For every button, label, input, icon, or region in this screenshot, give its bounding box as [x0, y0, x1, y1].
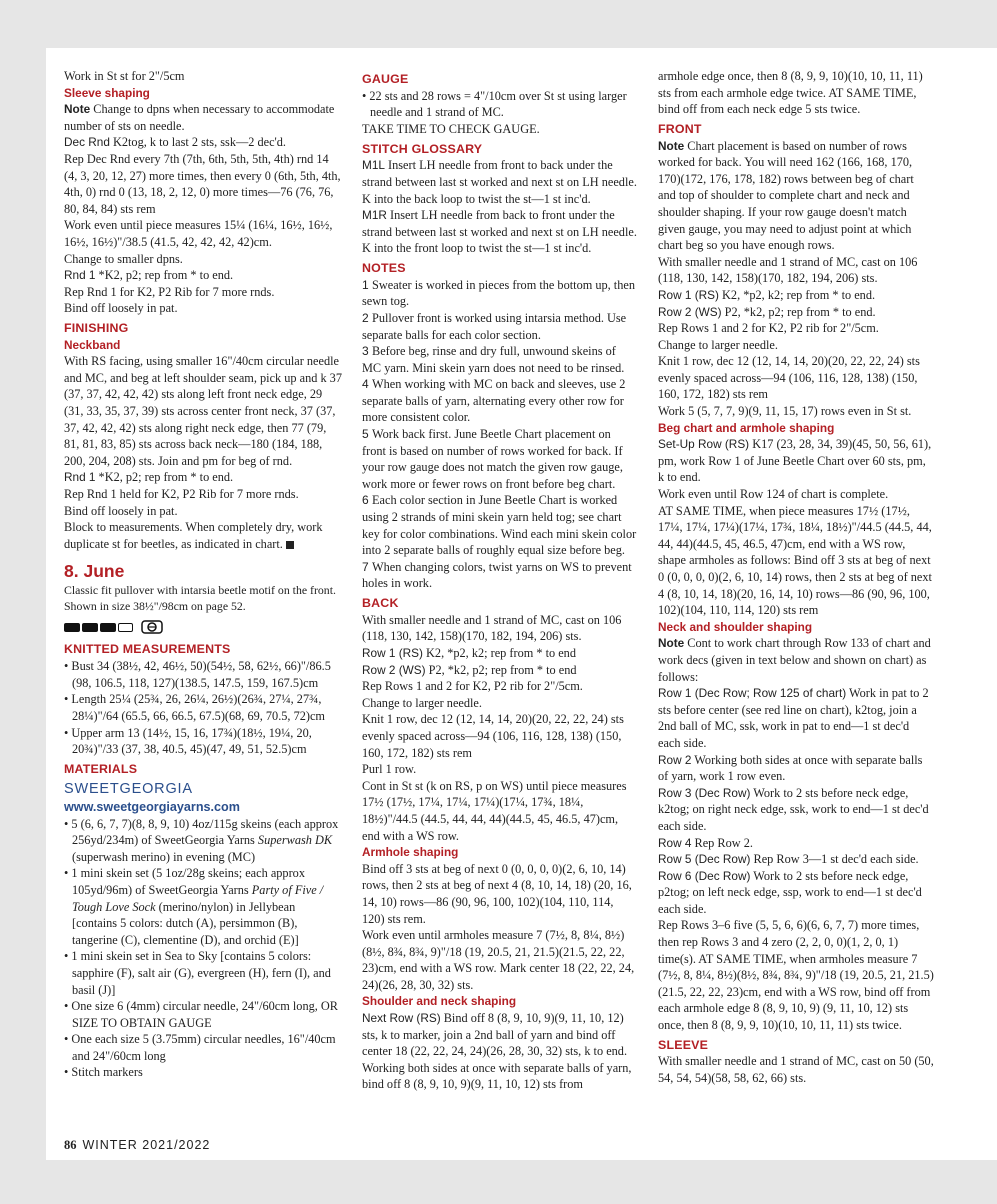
- sleeve-shaping-heading: Sleeve shaping: [64, 85, 150, 100]
- block-paragraph: [64, 519, 343, 552]
- materials-heading: MATERIALS: [64, 761, 138, 776]
- next-row-label: Next Row (RS): [362, 1011, 441, 1026]
- gauge-check-text: TAKE TIME TO CHECK GAUGE.: [362, 121, 540, 136]
- setup-row-text: K17 (23, 28, 34, 39)(45, 50, 56, 61), pm, work Row 1 of June Beetle Chart over 60 sts, pm, k to end.: [658, 437, 932, 485]
- work-even-text: Work even until piece measures 15¼ (16¼, 16½, 16½, 16½, 16½)"/38.5 (41.5, 42, 42, 42, 42)cm.: [64, 218, 333, 249]
- back-cont-st: Cont in St st (k on RS, p on WS) until piece measures 17½ (17½, 17¼, 17¼, 17¼)(17¼, 17¾, 18¼, 18½)"/44.5 (44.5, 44, 44, 44)(44.5, 45, 46.5, 47)cm, end with a WS row.: [362, 778, 627, 843]
- material-1-yarn-name: Superwash DK: [257, 833, 333, 848]
- page-footer: [64, 1138, 210, 1153]
- material-2-text: • 1 mini skein set (5 1oz/28g skeins; each approx 105yd/96m) of SweetGeorgia Yarns: [64, 866, 305, 897]
- column-3: [658, 68, 934, 1087]
- dec-rnd-text: K2tog, k to last 2 sts, ssk—2 dec'd.: [109, 135, 286, 150]
- issue-label: WINTER 2021/2022: [82, 1138, 211, 1152]
- m1l-label: M1L: [362, 158, 385, 173]
- back-row1-text: K2, *p2, k2; rep from * to end: [422, 646, 576, 660]
- rnd1b-text: *K2, p2; rep from * to end.: [95, 470, 234, 485]
- brand-url-link[interactable]: www.sweetgeorgiayarns.com: [64, 799, 240, 814]
- front-work5: Work 5 (5, 7, 7, 9)(9, 11, 15, 17) rows even in St st.: [658, 404, 912, 419]
- note-5-number: 5: [362, 427, 373, 442]
- m1r-text: Insert LH needle from back to front under the strand between last st worked and next st on LH needle. K into the front loop to twist the st—1 st inc'd.: [362, 208, 637, 256]
- sleeve-heading: SLEEVE: [658, 1037, 709, 1052]
- rep-rows-3-6: Rep Rows 3–6 five (5, 5, 6, 6)(6, 6, 7, 7) more times, then rep Rows 3 and 4 zero (2, 2, 0, 0)(1, 2, 0, 1) time(s). AT SAME TIME, when armholes measure 7 (7½, 8, 8¼, 8½)(8½, 8¾, 8¾, 9)"/18 (19, 20.5, 21, 21.5)(21.5, 22, 22, 23)cm, end with a WS row, bind off from each armhole edge 8 (8, 9, 10, 9) (9, 11, 10, 12) sts once, then 8 (8, 9, 9, 10)(10, 10, 11, 11) sts twice.: [658, 918, 934, 1033]
- m1l-paragraph: [362, 157, 637, 207]
- back-row1: [362, 645, 637, 662]
- front-knit1: Knit 1 row, dec 12 (12, 14, 14, 20)(20, 22, 22, 24) sts evenly spaced across—94 (106, 116, 128, 138) (150, 160, 172, 182) sts rem: [658, 354, 920, 402]
- sleeve-cast-on: With smaller needle and 1 strand of MC, cast on 50 (50, 54, 54, 54)(58, 58, 62, 66) sts.: [658, 1054, 934, 1086]
- note-1: [362, 277, 637, 310]
- rnd1-label: Rnd 1: [64, 268, 96, 283]
- setup-row-label: Set-Up Row (RS): [658, 437, 750, 452]
- top-line: Work in St st for 2"/5cm: [64, 69, 185, 83]
- bind-off-text: Bind off loosely in pat.: [64, 301, 178, 316]
- same-time-text: AT SAME TIME, when piece measures 17½ (17½, 17¼, 17¼, 17¼)(17¼, 17¾, 18¼, 18½)"/44.5 (44.5, 44, 44, 44)(44.5, 45, 46.5, 47)cm, end with a WS row, shape armholes as follows: Bind off 3 sts at beg of next 0 (0, 0, 0, 0)(2, 6, 10, 14) rows, then 2 sts at beg of next 4 (8, 10, 14, 18)(20, 16, 14, 10) rows—86 (90, 96, 100, 102)(104, 110, 114, 120) sts rem: [658, 503, 932, 618]
- back-purl1: Purl 1 row.: [362, 762, 417, 777]
- rnd1b-label: Rnd 1: [64, 470, 96, 485]
- skill-bar-filled: [82, 623, 98, 632]
- note-5: [362, 426, 637, 492]
- neck-note: [658, 635, 934, 685]
- neck-row1-text: Work in pat to 2 sts before center (see red line on chart), k2tog, join a 2nd ball of MC, ssk, work in pat to end—1 st dec'd each side.: [658, 686, 929, 750]
- material-2-yarn-name: Party of Five / Tough Love Sock: [72, 882, 324, 914]
- skill-bar-filled: [100, 623, 116, 632]
- dec-rnd-paragraph: [64, 134, 343, 151]
- neck-row1-label: Row 1 (Dec Row; Row 125 of chart): [658, 686, 847, 701]
- note-2: [362, 310, 637, 343]
- note-7-text: When changing colors, twist yarns on WS to prevent holes in work.: [362, 559, 632, 591]
- rnd1b-paragraph: [64, 469, 343, 486]
- material-yarn-mc: [64, 816, 343, 866]
- back-row2: [362, 662, 637, 679]
- column-1: [64, 68, 343, 1081]
- next-row-paragraph: [362, 1010, 637, 1093]
- note-6-number: 6: [362, 493, 373, 508]
- neck-row6: [658, 868, 934, 918]
- armhole-shaping-heading: Armhole shaping: [362, 845, 459, 860]
- page-number: 86: [64, 1138, 77, 1152]
- neckband-text: With RS facing, using smaller 16"/40cm circular needle and MC, and beg at left shoulder seam, pick up and k 37 (37, 37, 42, 42, 42) sts along left front neck edge, 29 (31, 33, 35, 37, 39) sts across center front neck, 37 (37, 37, 42, 42, 42) sts along right neck edge, then 77 (79, 81, 81, 83, 85) sts across back neck—180 (184, 188, 200, 204, 208) sts. Join and pm for beg of rnd.: [64, 354, 342, 468]
- shoulder-neck-heading: Shoulder and neck shaping: [362, 994, 517, 1009]
- stitch-glossary-heading: STITCH GLOSSARY: [362, 141, 483, 156]
- rep-rnd1b-text: Rep Rnd 1 held for K2, P2 Rib for 7 more rnds.: [64, 487, 299, 502]
- material-mini-skein-2: • 1 mini skein set in Sea to Sky [contains 5 colors: sapphire (F), salt air (G), evergreen (H), fern (I), and basil (J)]: [64, 949, 331, 997]
- skill-bars-icon: [64, 623, 133, 632]
- front-row2-text: P2, *k2, p2; rep from * to end.: [721, 304, 876, 319]
- neck-row3-label: Row 3 (Dec Row): [658, 785, 751, 800]
- note-3: [362, 343, 637, 376]
- note-6-text: Each color section in June Beetle Chart is worked using 2 strands of mini skein yarn held tog; see chart key for color combinations. Wind each mini skein color into 2 separate balls of roughly equal size before beg.: [362, 493, 637, 558]
- finishing-heading: FINISHING: [64, 320, 129, 335]
- page-margin-left: [0, 0, 46, 1160]
- measurement-upper-arm: • Upper arm 13 (14½, 15, 16, 17¾)(18½, 19¼, 20, 20¾)"/33 (37, 38, 40.5, 45)(47, 49, 51, 52.5)cm: [64, 725, 312, 757]
- back-change-larger: Change to larger needle.: [362, 695, 482, 710]
- note-1-text: Sweater is worked in pieces from the bottom up, then sewn tog.: [362, 277, 635, 309]
- front-note: [658, 138, 934, 254]
- back-row2-text: P2, *k2, p2; rep from * to end: [425, 662, 577, 677]
- front-row1: [658, 287, 934, 304]
- material-mini-skein-1: [64, 865, 343, 948]
- neck-row4: [658, 835, 934, 852]
- rep-dec-text: Rep Dec Rnd every 7th (7th, 6th, 5th, 5th, 4th) rnd 14 (4, 3, 20, 12, 27) more times, then every 0 (6th, 5th, 4th, 4th, 0) rnd 0 (13, 18, 2, 12, 0) more times—76 (76, 76, 80, 84, 84) sts rem: [64, 151, 341, 216]
- front-row1-label: Row 1 (RS): [658, 287, 719, 302]
- note-2-text: Pullover front is worked using intarsia method. Use separate balls for each color section.: [362, 310, 627, 342]
- note-3-number: 3: [362, 344, 373, 359]
- m1r-paragraph: [362, 207, 637, 257]
- note-label: Note: [64, 102, 91, 117]
- neck-row3-text: Work to 2 sts before neck edge, k2tog; on right neck edge, ssk, work to end—1 st dec'd each side.: [658, 785, 929, 833]
- beg-chart-heading: Beg chart and armhole shaping: [658, 420, 835, 435]
- neck-note-label: Note: [658, 636, 685, 651]
- dec-rnd-label: Dec Rnd: [64, 135, 110, 150]
- armhole-even: Work even until armholes measure 7 (7½, 8, 8¼, 8½)(8½, 8¾, 8¾, 9)"/18 (19, 20.5, 21, 21.5)(21.5, 22, 22, 23)cm, end with a WS row. Mark center 18 (22, 22, 24, 24)(26, 28, 30, 32) sts.: [362, 928, 635, 992]
- front-row1-text: K2, *p2, k2; rep from * to end.: [718, 287, 876, 302]
- page-margin-top: [46, 0, 997, 48]
- rep-rnd1-text: Rep Rnd 1 for K2, P2 Rib for 7 more rnds.: [64, 284, 275, 299]
- setup-row: [658, 436, 934, 486]
- neck-row6-text: Work to 2 sts before neck edge, p2tog; on left neck edge, ssp, work to end—1 st dec'd each side.: [658, 868, 922, 916]
- note-4: [362, 376, 637, 426]
- next-row-text: Bind off 8 (8, 9, 10, 9)(9, 11, 10, 12) sts, k to marker, join a 2nd ball of yarn and bind off center 18 (22, 22, 24, 24)(26, 28, 30, 32) sts, k to end. Working both sides at once with separate balls of yarn, bind off 8 (8, 9, 10, 9)(9, 11, 10, 12) sts from: [362, 1011, 632, 1092]
- back-row1-label: Row 1 (RS): [362, 646, 423, 660]
- neck-row3: [658, 785, 934, 835]
- front-note-label: Note: [658, 138, 685, 153]
- skill-level: [64, 616, 343, 638]
- note-3-text: Before beg, rinse and dry full, unwound skeins of MC yarn. Mini skein yarn does not need to be rinsed.: [362, 344, 625, 375]
- change-smaller-text: Change to smaller dpns.: [64, 251, 183, 266]
- skill-bar-empty: [118, 623, 133, 632]
- front-cast-on: With smaller needle and 1 strand of MC, cast on 106 (118, 130, 142, 158)(170, 182, 194, 206) sts.: [658, 254, 918, 286]
- back-heading: BACK: [362, 596, 399, 611]
- block-text: Block to measurements. When completely dry, work duplicate st for beetles, as indicated in chart.: [64, 520, 323, 551]
- pattern-title: 8. June: [64, 561, 125, 582]
- skill-bar-filled: [64, 623, 80, 632]
- note-4-text: When working with MC on back and sleeves, use 2 separate balls of yarn, alternating every other row for more consistent color.: [362, 377, 626, 425]
- work-even-124: Work even until Row 124 of chart is complete.: [658, 487, 889, 502]
- intro-text: Classic fit pullover with intarsia beetle motif on the front. Shown in size 38½"/98cm on page 52.: [64, 583, 336, 614]
- back-cast-on: With smaller needle and 1 strand of MC, cast on 106 (118, 130, 142, 158)(170, 182, 194, 206) sts.: [362, 612, 622, 644]
- front-row2: [658, 304, 934, 321]
- neck-row5-label: Row 5 (Dec Row): [658, 852, 751, 867]
- neck-row5-text: Rep Row 3—1 st dec'd each side.: [750, 852, 919, 867]
- neck-row6-label: Row 6 (Dec Row): [658, 868, 751, 883]
- material-1-text: • 5 (6, 6, 7, 7)(8, 8, 9, 10) 4oz/115g skeins (each approx 256yd/234m) of SweetGeorgia Yarns: [64, 816, 339, 848]
- neck-row2: [658, 752, 934, 785]
- m1l-text: Insert LH needle from front to back under the strand between last st worked and next st on LH needle. K into the back loop to twist the st—1 st inc'd.: [362, 158, 637, 206]
- neck-row4-label: Row 4: [658, 835, 692, 850]
- neck-note-text: Cont to work chart through Row 133 of chart and work decs (given in text below and shown on chart) as follows:: [658, 636, 931, 684]
- neck-row5: [658, 851, 934, 868]
- note-4-number: 4: [362, 377, 373, 392]
- front-heading: FRONT: [658, 121, 702, 136]
- knitted-measurements-heading: KNITTED MEASUREMENTS: [64, 642, 231, 657]
- measurement-bust: • Bust 34 (38½, 42, 46½, 50)(54½, 58, 62½, 66)"/86.5 (98, 106.5, 118, 127)(138.5, 147.5, 159, 167.5)cm: [64, 659, 331, 690]
- armhole-text: Bind off 3 sts at beg of next 0 (0, 0, 0, 0)(2, 6, 10, 14) rows, then 2 sts at beg of next 4 (8, 10, 14, 18) (20, 16, 14, 10) rows—86 (90, 96, 100, 102)(104, 110, 114, 120) sts rem.: [362, 861, 632, 926]
- bind-off-2-text: Bind off loosely in pat.: [64, 503, 178, 518]
- column-2: [362, 68, 637, 1093]
- neckband-heading: Neckband: [64, 337, 121, 352]
- note-2-number: 2: [362, 310, 373, 325]
- material-2-text-end: (merino/nylon) in Jellybean [contains 5 colors: dutch (A), persimmon (B), tangerine (C), clementine (D), and orchid (E)]: [72, 899, 299, 947]
- note-1-number: 1: [362, 277, 373, 292]
- back-knit1: Knit 1 row, dec 12 (12, 14, 14, 20)(20, 22, 22, 24) sts evenly spaced across—94 (106, 116, 128, 138) (150, 160, 172, 182) sts rem: [362, 712, 624, 760]
- end-square-icon: [286, 541, 294, 549]
- rnd1-paragraph: [64, 267, 343, 284]
- material-stitch-markers: • Stitch markers: [64, 1065, 143, 1080]
- back-continued-text: armhole edge once, then 8 (8, 9, 9, 10)(10, 10, 11, 11) sts from each armhole edge twice. AT SAME TIME, bind off from each neck edge 5 sts twice.: [658, 69, 923, 117]
- front-rep-rows: Rep Rows 1 and 2 for K2, P2 rib for 2"/5cm.: [658, 321, 879, 336]
- yarn-ball-icon: [141, 620, 163, 634]
- front-change-larger: Change to larger needle.: [658, 337, 778, 352]
- material-needle-2: • One each size 5 (3.75mm) circular needles, 16"/40cm and 24"/60cm long: [64, 1032, 336, 1063]
- note-text: Change to dpns when necessary to accommodate number of sts on needle.: [64, 102, 335, 133]
- front-note-text: Chart placement is based on number of rows worked for back. You will need 162 (166, 168, 170, 170)(172, 176, 178, 182) rows between beg of chart and top of shoulder to complete chart and neck and shoulder shaping. If your row gauge doesn't match given gauge, you may need to adjust point at which chart beg so you have enough rows.: [658, 138, 914, 253]
- m1r-label: M1R: [362, 208, 387, 223]
- note-5-text: Work back first. June Beetle Chart placement on front is based on number of rows worked for back. If your row gauge does not match the given row gauge, work more or fewer rows on front before beg chart.: [362, 427, 623, 491]
- note-7-number: 7: [362, 559, 373, 574]
- rnd1-text: *K2, p2; rep from * to end.: [95, 268, 234, 283]
- brand-logo: SWEETGEORGIA: [64, 780, 193, 797]
- page-margin-bottom: [0, 1160, 997, 1204]
- notes-heading: NOTES: [362, 260, 406, 275]
- note-6: [362, 492, 637, 558]
- measurement-length: • Length 25¼ (25¾, 26, 26¼, 26½)(26¾, 27¼, 27¾, 28¼)"/64 (65.5, 66, 66.5, 67.5)(68, 69, 70.5, 72)cm: [64, 692, 325, 723]
- neck-row1: [658, 685, 934, 751]
- neck-row2-text: Working both sides at once with separate balls of yarn, work 1 row even.: [658, 752, 923, 784]
- note-paragraph: [64, 101, 343, 134]
- neck-shoulder-heading: Neck and shoulder shaping: [658, 619, 813, 634]
- gauge-text: • 22 sts and 28 rows = 4"/10cm over St st using larger needle and 1 strand of MC.: [362, 88, 627, 120]
- back-rep-rows: Rep Rows 1 and 2 for K2, P2 rib for 2"/5cm.: [362, 679, 583, 694]
- material-1-text-end: (superwash merino) in evening (MC): [72, 849, 256, 864]
- neck-row2-label: Row 2: [658, 752, 692, 767]
- front-row2-label: Row 2 (WS): [658, 304, 722, 319]
- back-row2-label: Row 2 (WS): [362, 662, 426, 677]
- gauge-heading: GAUGE: [362, 72, 409, 86]
- note-7: [362, 559, 637, 592]
- neck-row4-text: Rep Row 2.: [691, 835, 753, 850]
- material-needle-1: • One size 6 (4mm) circular needle, 24"/60cm long, OR SIZE TO OBTAIN GAUGE: [64, 999, 338, 1030]
